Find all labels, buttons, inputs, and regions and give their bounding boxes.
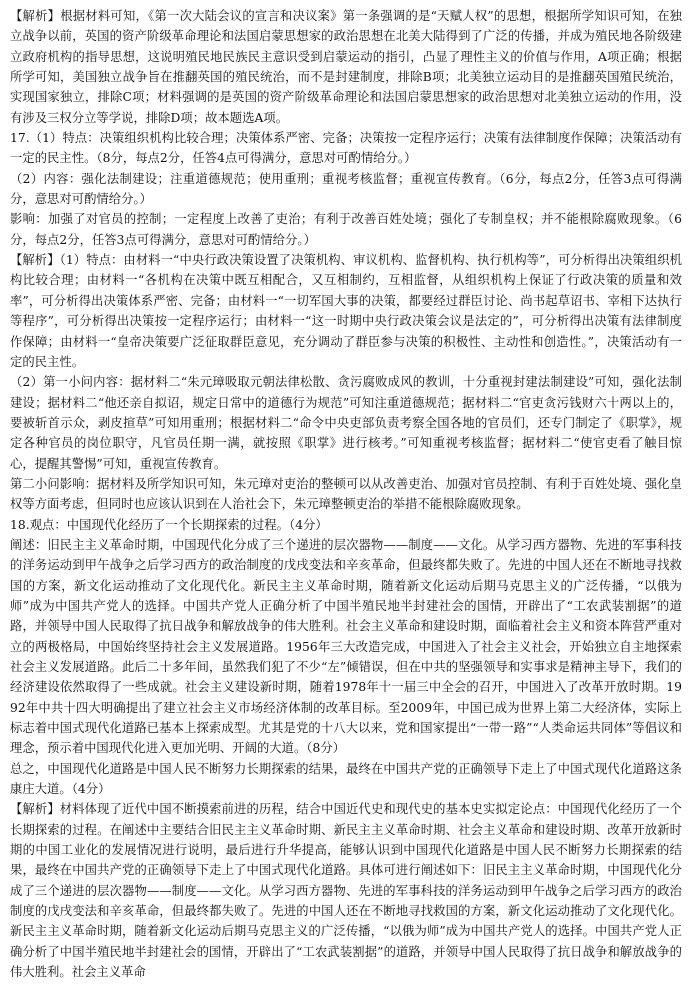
answer-18-conclusion: 总之，中国现代化道路是中国人民不断努力长期探索的结果，最终在中国共产党的正确领导下走上了中国式现代化道路这条康庄大道。（4分） <box>10 761 682 797</box>
answer-17-part2-impact: 影响：加强了对官员的控制；一定程度上改善了吏治；有利于改善百姓处境；强化了专制皇权；并不能根除腐败现象。（6分，每点2分，任答3点可得满分，意思对可酌情给分。） <box>10 212 682 247</box>
analysis-18: 【解析】材料体现了近代中国不断摸索前进的历程，结合中国近代史和现代史的基本史实拟定论点：中国现代化经历了一个长期探索的过程。在阐述中主要结合旧民主主义革命时期、新民主主义革命时期、社会主义革命和建设时期、改革开放新时期的中国工业化的发展情况进行说明，最后进行升华提高，能够认识到中国现代化道路是中国人民不断努力长期探索的结果，最终在中国共产党的正确领导下走上了中国式现代化道路。具体可进行阐述如下：旧民主主义革命时期，中国现代化分成了三个递进的层次器物——制度——文化。从学习西方器物、先进的军事科技的洋务运动到甲午战争之后学习西方的政治制度的戊戌变法和辛亥革命，但最终都失败了。先进的中国人还在不断地寻找救国的方案，新文化运动推动了文化现代化。新民主主义革命时期，随着新文化运动后期马克思主义的广泛传播，“以俄为师”成为中国共产党人的选择。中国共产党人正确分析了中国半殖民地半封建社会的国情，开辟出了“工农武装割据”的道路，并领导中国人民取得了抗日战争和解放战争的伟大胜利。社会主义革命 <box>10 802 682 980</box>
answer-18-viewpoint: 18.观点：中国现代化经历了一个长期探索的过程。（4分） <box>10 517 328 532</box>
answer-18-elaboration: 阐述：旧民主主义革命时期，中国现代化分成了三个递进的层次器物——制度——文化。从学习西方器物、先进的军事科技的洋务运动到甲午战争之后学习西方的政治制度的戊戌变法和辛亥革命，但最终都失败了。先进的中国人还在不断地寻找救国的方案，新文化运动推动了文化现代化。新民主主义革命时期，随着新文化运动后期马克思主义的广泛传播，“以俄为师”成为中国共产党人的选择。中国共产党人正确分析了中国半殖民地半封建社会的国情，开辟出了“工农武装割据”的道路，并领导中国人民取得了抗日战争和解放战争的伟大胜利。社会主义革命和建设时期，面临着社会主义和资本阵营严重对立的两极格局，中国始终坚持社会主义发展道路。1956年三大改造完成，中国进入了社会主义社会，开始独立自主地探索社会主义发展道路。此后二十多年间，虽然我们犯了不少“左”倾错误，但在中共的坚强领导和实事求是精神主导下，我们的经济建设依然取得了一些成就。社会主义建设新时期，随着1978年十一届三中全会的召开，中国进入了改革开放时期。1992年中共十四大明确提出了建立社会主义市场经济体制的改革目标。至2009年，中国已成为世界上第二大经济体，实际上标志着中国式现代化道路已基本上探索成型。尤其是党的十八大以来，党和国家提出“一带一路”“人类命运共同体”等倡议和理念，预示着中国现代化进入更加光明、开阔的大道。（8分） <box>10 537 682 756</box>
analysis-17-part2-q1: （2）第一小问内容：据材料二“朱元璋吸取元朝法律松散、贪污腐败成风的教训，十分重视封建法制建设”可知，强化法制建设；据材料二“他还亲自拟诏，规定日常中的道德行为规范”可知注重道德规范；据材料二“官吏贪污钱财六十两以上的，要被斩首示众，剥皮揎草”可知用重刑；根据材料二“命令中央吏部负责考察全国各地的官员们，还专门制定了《职掌》，规定各种官员的岗位职守，凡官员任期一满，就按照《职掌》进行核考。”可知重视考核监督；据材料二“使官吏看了触目惊心，提醒其警惕”可知，重视宣传教育。 <box>10 375 682 471</box>
analysis-17-part2-q2: 第二小问影响：据材料及所学知识可知，朱元璋对吏治的整顿可以从改善吏治、加强对官员控制、有利于百姓处境、强化皇权等方面考虑，但同时也应该认识到在人治社会下，朱元璋整顿吏治的举措不能根除腐败现象。 <box>10 476 682 512</box>
answer-17-part1: 17.（1）特点：决策组织机构比较合理；决策体系严密、完备；决策按一定程序运行；决策有法律制度作保障；决策活动有一定的民主性。（8分，每点2分，任答4点可得满分，意思对可酌情给分。） <box>10 131 682 166</box>
analysis-paragraph-q16: 【解析】根据材料可知，《第一次大陆会议的宣言和决议案》第一条强调的是“天赋人权”的思想，根据所学知识可知，在独立战争以前，英国的资产阶级革命理论和法国启蒙思想家的政治思想在北美大陆得到了广泛的传播，并成为殖民地各阶级建立政府机构的指导思想，这说明殖民地民族民主意识受到启蒙运动的指引，凸显了理性主义的价值与作用，A项正确；根据所学可知，美国独立战争旨在推翻英国的殖民统治，而不是封建制度，排除B项；北美独立运动目的是推翻英国殖民统治，实现国家独立，排除C项；材料强调的是英国的资产阶级革命理论和法国启蒙思想家的政治思想对北美独立运动的作用，没有涉及三权分立等学说，排除D项；故本题选A项。 <box>10 9 682 125</box>
analysis-17-part1: 【解析】（1）特点：由材料一“中央行政决策设置了决策机构、审议机构、监督机构、执行机构等”，可分析得出决策组织机构比较合理；由材料一“各机构在决策中既互相配合，又互相制约，互相监督，从组织机构上保证了行政决策的质量和效率”，可分析得出决策体系严密、完备；由材料一“一切军国大事的决策，都要经过群臣讨论、尚书起草诏书、宰相下达执行等程序”，可分析得出决策按一定程序运行；由材料一“这一时期中央行政决策会议是法定的”，可分析得出决策有法律制度作保障；由材料一“皇帝决策要广泛征取群臣意见，充分调动了群臣参与决策的积极性、主动性和创造性。”，决策活动有一定的民主性。 <box>10 253 682 369</box>
answer-17-part2-content: （2）内容：强化法制建设；注重道德规范；使用重刑；重视考核监督；重视宣传教育。（6分，每点2分，任答3点可得满分，意思对可酌情给分。） <box>10 171 682 207</box>
